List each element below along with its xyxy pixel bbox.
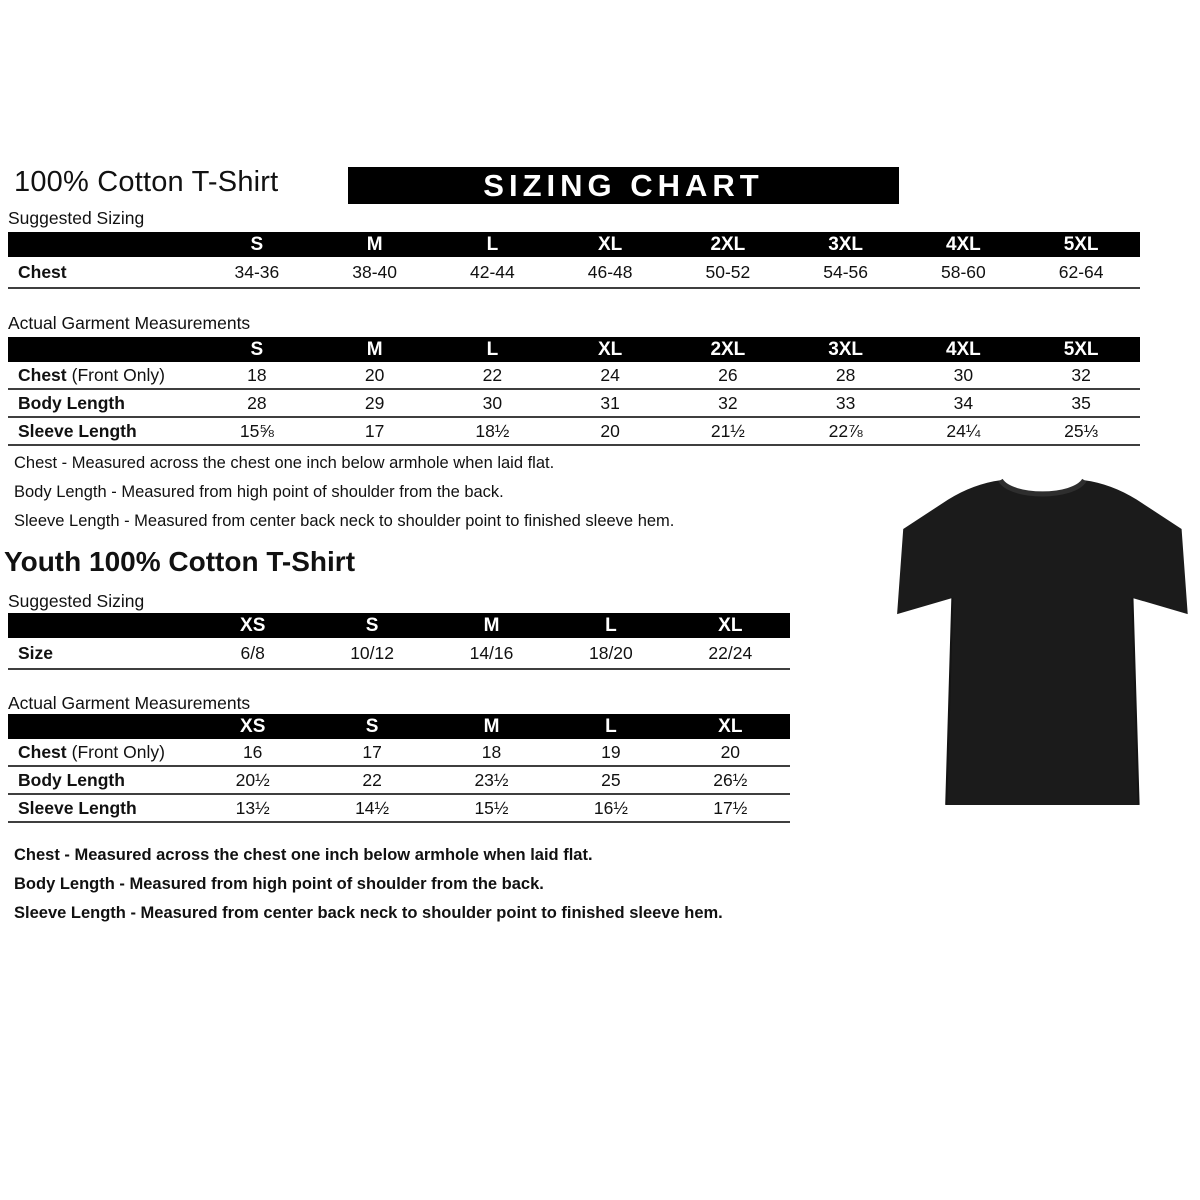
page-title: 100% Cotton T-Shirt <box>14 166 279 198</box>
size-header-cell: M <box>483 614 500 636</box>
adult-garment-heading: Actual Garment Measurements <box>8 313 251 333</box>
value-cell: 31 <box>600 392 620 413</box>
row-label <box>8 362 198 388</box>
value-cell: 17 <box>364 420 385 441</box>
value-cell: 17½ <box>713 797 748 818</box>
youth-garment-table <box>8 714 790 823</box>
adult-chest-row <box>8 257 1140 289</box>
value-cell: 32 <box>718 392 738 413</box>
note-line: Chest - Measured across the chest one inch below armhole when laid flat. <box>14 846 593 864</box>
size-header-cell: M <box>366 233 383 255</box>
value-cell: 38-40 <box>352 261 397 282</box>
value-cell: 28 <box>247 392 267 413</box>
value-cell: 22⅞ <box>828 420 863 441</box>
adult-sleeve-length-row <box>8 418 1140 446</box>
value-cell: 14/16 <box>469 642 514 663</box>
value-cell: 62-64 <box>1058 261 1104 282</box>
value-cell: 29 <box>364 392 385 413</box>
value-cell: 20½ <box>235 769 270 790</box>
value-cell: 22 <box>482 364 503 385</box>
value-cell: 18½ <box>475 420 510 441</box>
value-cell: 19 <box>601 741 621 762</box>
row-label <box>8 767 193 793</box>
youth-size-row <box>8 638 790 670</box>
note-line: Body Length - Measured from high point of shoulder from the back. <box>14 875 544 893</box>
size-header-cell: 3XL <box>828 233 864 255</box>
value-cell: 25⅓ <box>1064 420 1099 441</box>
row-label <box>8 257 198 287</box>
size-header-cell: L <box>486 233 499 255</box>
value-cell: 6/8 <box>240 642 265 663</box>
size-header-cell: S <box>365 715 379 737</box>
value-cell: 26 <box>718 364 738 385</box>
size-header-cell: M <box>483 715 500 737</box>
row-label-text: Body Length <box>18 769 125 790</box>
row-label-suffix: (Front Only) <box>71 364 165 385</box>
value-cell: 30 <box>482 392 503 413</box>
row-label-text: Sleeve Length <box>18 420 137 441</box>
value-cell: 18 <box>247 364 267 385</box>
value-cell: 16½ <box>593 797 628 818</box>
value-cell: 26½ <box>713 769 748 790</box>
value-cell: 15⅝ <box>239 420 274 441</box>
size-header-cell: 4XL <box>945 233 981 255</box>
row-label <box>8 390 198 416</box>
tshirt-collar <box>1000 480 1084 494</box>
value-cell: 20 <box>364 364 385 385</box>
value-cell: 25 <box>601 769 621 790</box>
youth-suggested-heading: Suggested Sizing <box>8 591 145 611</box>
value-cell: 50-52 <box>705 261 751 282</box>
tshirt-silhouette <box>893 464 1200 809</box>
value-cell: 58-60 <box>940 261 986 282</box>
value-cell: 34 <box>953 392 974 413</box>
header-spacer-cell <box>8 613 193 638</box>
youth-sleeve-length-row <box>8 795 790 823</box>
sizing-chart-banner: SIZING CHART <box>348 167 899 204</box>
size-header-cell: 3XL <box>828 338 864 360</box>
row-label <box>8 739 193 765</box>
row-label-text: Size <box>18 642 54 663</box>
adult-suggested-heading: Suggested Sizing <box>8 208 145 228</box>
size-header-cell: 4XL <box>945 338 981 360</box>
value-cell: 32 <box>1071 364 1091 385</box>
size-header-cell: S <box>250 338 264 360</box>
size-header-cell: L <box>605 614 617 636</box>
value-cell: 20 <box>600 420 620 441</box>
adult-chest-front-only-row <box>8 362 1140 390</box>
youth-suggested-table <box>8 613 790 670</box>
value-cell: 20 <box>720 741 741 762</box>
adult-body-length-row <box>8 390 1140 418</box>
header-spacer-cell <box>8 337 198 362</box>
value-cell: 34-36 <box>234 261 280 282</box>
value-cell: 22 <box>362 769 382 790</box>
value-cell: 30 <box>953 364 974 385</box>
youth-measurement-notes <box>14 841 723 928</box>
size-header-cell: L <box>605 715 617 737</box>
value-cell: 23½ <box>474 769 509 790</box>
adult-garment-table <box>8 337 1140 446</box>
size-header-cell: 5XL <box>1063 233 1099 255</box>
value-cell: 24¼ <box>946 420 981 441</box>
note-line: Chest - Measured across the chest one inch below armhole when laid flat. <box>14 454 555 472</box>
size-header-cell: S <box>250 233 264 255</box>
value-cell: 54-56 <box>823 261 868 282</box>
tshirt-product-image <box>893 464 1200 809</box>
row-label-text: Chest <box>18 261 67 282</box>
size-header-cell: XL <box>597 338 623 360</box>
row-label-text: Body Length <box>18 392 125 413</box>
value-cell: 42-44 <box>469 261 515 282</box>
value-cell: 18 <box>481 741 502 762</box>
value-cell: 24 <box>600 364 620 385</box>
adult-suggested-table <box>8 232 1140 289</box>
youth-garment-heading: Actual Garment Measurements <box>8 693 251 713</box>
row-label-suffix: (Front Only) <box>71 741 165 762</box>
value-cell: 15½ <box>474 797 509 818</box>
youth-chest-front-only-row <box>8 739 790 767</box>
size-header-cell: 2XL <box>710 338 746 360</box>
youth-section-title: Youth 100% Cotton T-Shirt <box>4 546 356 577</box>
size-header-cell: XL <box>597 233 623 255</box>
value-cell: 28 <box>835 364 856 385</box>
youth-size-header-row <box>8 613 790 638</box>
size-header-cell: 2XL <box>710 233 746 255</box>
youth-size-header-row <box>8 714 790 739</box>
value-cell: 21½ <box>710 420 745 441</box>
value-cell: 46-48 <box>587 261 633 282</box>
youth-body-length-row <box>8 767 790 795</box>
size-header-cell: 5XL <box>1063 338 1099 360</box>
note-line: Body Length - Measured from high point of shoulder from the back. <box>14 483 504 501</box>
size-header-cell: XL <box>718 715 743 737</box>
value-cell: 14½ <box>355 797 390 818</box>
header-spacer-cell <box>8 714 193 739</box>
value-cell: 35 <box>1071 392 1091 413</box>
header-spacer-cell <box>8 232 198 257</box>
adult-measurement-notes <box>14 449 674 536</box>
note-line: Sleeve Length - Measured from center back neck to shoulder point to finished sleeve hem. <box>14 512 675 530</box>
size-header-cell: XL <box>718 614 743 636</box>
size-header-cell: M <box>366 338 383 360</box>
row-label-text: Sleeve Length <box>18 797 137 818</box>
row-label <box>8 418 198 444</box>
value-cell: 18/20 <box>588 642 633 663</box>
value-cell: 13½ <box>235 797 270 818</box>
size-header-cell: XS <box>240 715 266 737</box>
row-label-text: Chest <box>18 741 67 762</box>
value-cell: 33 <box>835 392 856 413</box>
row-label <box>8 638 193 668</box>
value-cell: 10/12 <box>350 642 394 663</box>
adult-size-header-row <box>8 232 1140 257</box>
adult-size-header-row <box>8 337 1140 362</box>
size-header-cell: S <box>365 614 379 636</box>
row-label-text: Chest <box>18 364 67 385</box>
value-cell: 16 <box>242 741 263 762</box>
note-line: Sleeve Length - Measured from center back neck to shoulder point to finished sleeve hem. <box>14 904 723 922</box>
size-header-cell: XS <box>240 614 266 636</box>
size-header-cell: L <box>486 338 499 360</box>
row-label <box>8 795 193 821</box>
value-cell: 17 <box>362 741 382 762</box>
value-cell: 22/24 <box>708 642 753 663</box>
